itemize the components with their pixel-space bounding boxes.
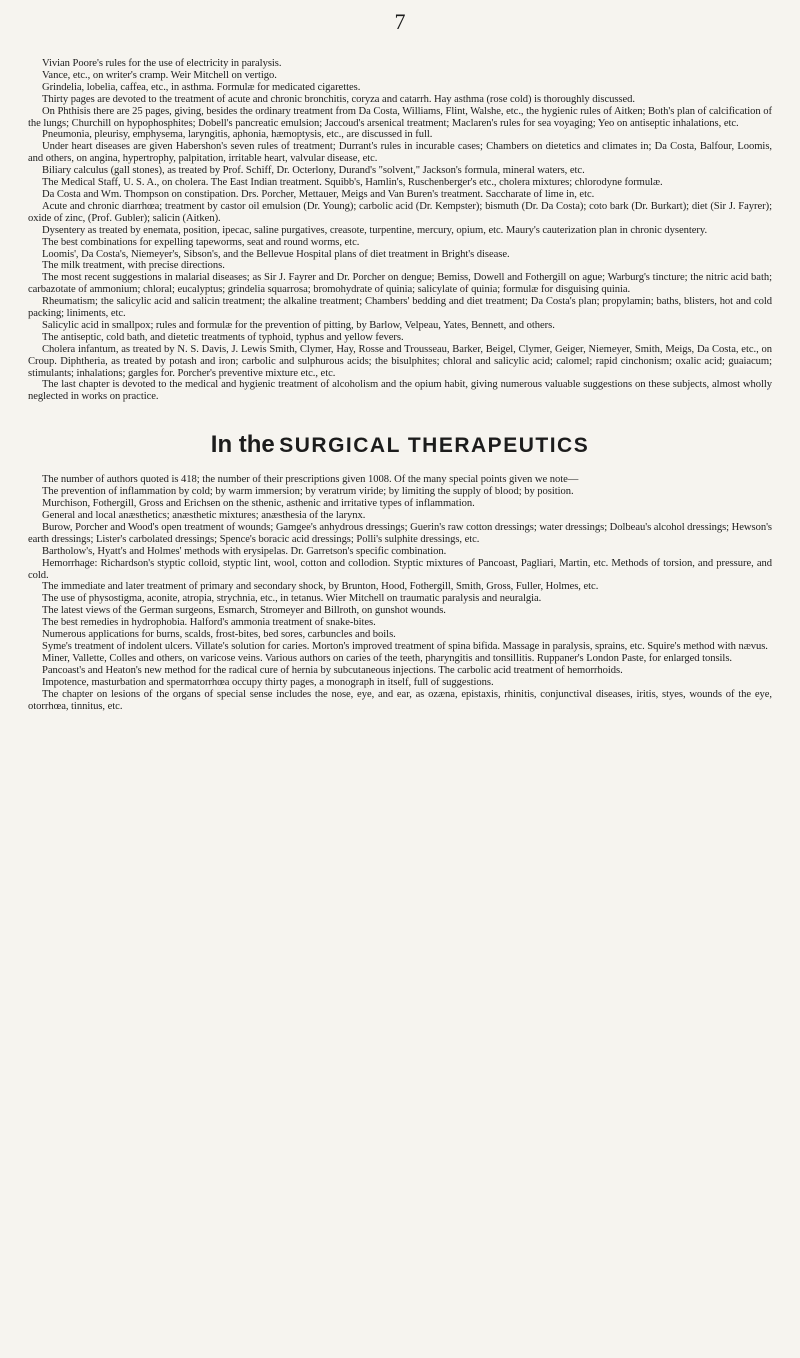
paragraph: The prevention of inflammation by cold; by warm immersion; by veratrum viride; by limiting the supply of blood; by position.: [42, 486, 574, 498]
surgical-section: [28, 474, 772, 712]
paragraph: Dysentery as treated by enemata, position, ipecac, saline purgatives, creasote, turpentine, mercury, opium, etc. Maury's cauterization plan in chronic dysentery.: [42, 224, 708, 236]
paragraph: The use of physostigma, aconite, atropia, strychnia, etc., in tetanus. Wier Mitchell on traumatic paralysis and neuralgia.: [42, 593, 542, 605]
paragraph: The antiseptic, cold bath, and dietetic treatments of typhoid, typhus and yellow fevers.: [42, 331, 404, 343]
paragraph: Biliary calculus (gall stones), as treated by Prof. Schiff, Dr. Octerlony, Durand's "solvent," Jackson's formula, mineral waters, etc.: [42, 165, 585, 177]
paragraph: The last chapter is devoted to the medical and hygienic treatment of alcoholism and the opium habit, giving numerous valuable suggestions on these subjects, almost wholly neglected in works on practice.: [28, 379, 772, 403]
paragraph: The number of authors quoted is 418; the number of their prescriptions given 1008. Of the many special points given we note—: [42, 474, 579, 486]
paragraph: The milk treatment, with precise directions.: [42, 260, 225, 272]
paragraph: Hemorrhage: Richardson's styptic colloid, styptic lint, wool, cotton and collodion. Styptic mixtures of Pancoast, Pagliari, Martin, etc. Methods of torsion, and pressure, and cold.: [28, 557, 772, 581]
paragraph: Thirty pages are devoted to the treatment of acute and chronic bronchitis, coryza and catarrh. Hay asthma (rose cold) is thoroughly discussed.: [42, 93, 636, 105]
paragraph: Salicylic acid in smallpox; rules and formulæ for the prevention of pitting, by Barlow, Velpeau, Yates, Bennett, and others.: [42, 319, 555, 331]
paragraph: The latest views of the German surgeons, Esmarch, Stromeyer and Billroth, on gunshot wounds.: [42, 605, 446, 617]
paragraph: The immediate and later treatment of primary and secondary shock, by Brunton, Hood, Fothergill, Smith, Gross, Fuller, Holmes, etc.: [42, 581, 599, 593]
paragraph: The best combinations for expelling tapeworms, seat and round worms, etc.: [42, 236, 360, 248]
heading-title: SURGICAL THERAPEUTICS: [279, 434, 590, 458]
paragraph: Vivian Poore's rules for the use of electricity in paralysis.: [42, 58, 282, 69]
paragraph: Murchison, Fothergill, Gross and Erichsen on the sthenic, asthenic and irritative types of inflammation.: [42, 498, 475, 510]
paragraph: On Phthisis there are 25 pages, giving, besides the ordinary treatment from Da Costa, Williams, Flint, Walshe, etc., the hygienic rules of Aitken; Both's plan of calcification of the lungs; Churchill on hypophosphites; Dobell's pancreatic emulsion; Jaccoud's arsenical treatment; Maclaren's rules for sea voyaging; Yeo on antiseptic inhalations, etc.: [28, 105, 772, 129]
paragraph: Under heart diseases are given Habershon's seven rules of treatment; Durrant's rules in incurable cases; Chambers on dietetics and climates in; Da Costa, Balfour, Loomis, and others, on angina, hypertrophy, palpitation, irritable heart, valvular disease, etc.: [28, 141, 772, 165]
paragraph: Bartholow's, Hyatt's and Holmes' methods with erysipelas. Dr. Garretson's specific combination.: [42, 545, 447, 557]
paragraph: Pneumonia, pleurisy, emphysema, laryngitis, aphonia, hæmoptysis, etc., are discussed in full.: [42, 129, 433, 141]
paragraph: Pancoast's and Heaton's new method for the radical cure of hernia by subcutaneous injections. The carbolic acid treatment of hemorrhoids.: [42, 664, 623, 676]
paragraph: Burow, Porcher and Wood's open treatment of wounds; Gamgee's anhydrous dressings; Guerin's raw cotton dressings; water dressings; Dolbeau's alcohol dressings; Hewson's earth dressings; Lister's carbolated dressings; Spence's boracic acid dressings; Polli's sulphite dressings, etc.: [28, 521, 773, 545]
paragraph: The most recent suggestions in malarial diseases; as Sir J. Fayrer and Dr. Porcher on dengue; Bemiss, Dowell and Fothergill on ague; Warburg's tincture; the nitric acid bath; carbazotate of ammonium; chloral; eucalyptus; grindelia squarrosa; bromohydrate of quinia; salicylate of quinia; formulæ for disguising quinia.: [28, 272, 772, 296]
paragraph: Acute and chronic diarrhœa; treatment by castor oil emulsion (Dr. Young); carbolic acid (Dr. Kempster); bismuth (Dr. Da Costa); coto bark (Dr. Burkart); diet (Sir J. Fayrer); oxide of zinc, (Prof. Gubler); salicin (Aitken).: [28, 200, 772, 224]
paragraph: General and local anæsthetics; anæsthetic mixtures; anæsthesia of the larynx.: [42, 510, 366, 521]
section-heading: [28, 431, 772, 462]
paragraph: Cholera infantum, as treated by N. S. Davis, J. Lewis Smith, Clymer, Hay, Rosse and Trousseau, Barker, Beigel, Clymer, Geiger, Niemeyer, Smith, Meigs, Da Costa, etc., on Croup. Diphtheria, as treated by potash and iron; carbolic and sulphurous acids; the bisulphites; chloral and salicylic acid; calomel; rapid cinchonism; oxalic acid; guaiacum; stimulants; inhalations; gargles for. Porcher's preventive mixture etc., etc.: [28, 343, 772, 379]
paragraph: The best remedies in hydrophobia. Halford's ammonia treatment of snake-bites.: [42, 617, 376, 629]
heading-prefix: In the: [210, 431, 275, 459]
paragraph: Rheumatism; the salicylic acid and salicin treatment; the alkaline treatment; Chambers' bedding and diet treatment; Da Costa's plan; propylamin; baths, blisters, hot and cold packing; liniments, etc.: [28, 296, 772, 320]
paragraph: Syme's treatment of indolent ulcers. Villate's solution for caries. Morton's improved treatment of spina bifida. Massage in paralysis, sprains, etc. Squire's method with nævus.: [42, 640, 768, 652]
paragraph: Impotence, masturbation and spermatorrhœa occupy thirty pages, a monograph in itself, full of suggestions.: [42, 676, 494, 688]
page-number: 7: [394, 9, 406, 34]
paragraph: Miner, Vallette, Colles and others, on varicose veins. Various authors on caries of the teeth, pharyngitis and tonsillitis. Ruppaner's London Paste, for enlarged tonsils.: [42, 652, 732, 664]
paragraph: Da Costa and Wm. Thompson on constipation. Drs. Porcher, Mettauer, Meigs and Van Buren's treatment. Saccharate of lime in, etc.: [42, 188, 595, 200]
paragraph: Grindelia, lobelia, caffea, etc., in asthma. Formulæ for medicated cigarettes.: [42, 81, 361, 93]
paragraph: The chapter on lesions of the organs of special sense includes the nose, eye, and ear, as ozæna, epistaxis, rhinitis, conjunctival diseases, iritis, styes, wounds of the eye, otorrhœa, tinnitus, etc.: [28, 688, 772, 712]
paragraph: The Medical Staff, U. S. A., on cholera. The East Indian treatment. Squibb's, Hamlin's, Ruschenberger's etc., cholera mixtures; chlorodyne formulæ.: [42, 177, 663, 189]
paragraph: Loomis', Da Costa's, Niemeyer's, Sibson's, and the Bellevue Hospital plans of diet treatment in Bright's disease.: [42, 248, 510, 260]
paragraph: Numerous applications for burns, scalds, frost-bites, bed sores, carbuncles and boils.: [42, 629, 396, 641]
medical-section: [28, 58, 772, 403]
paragraph: Vance, etc., on writer's cramp. Weir Mitchell on vertigo.: [42, 69, 277, 81]
